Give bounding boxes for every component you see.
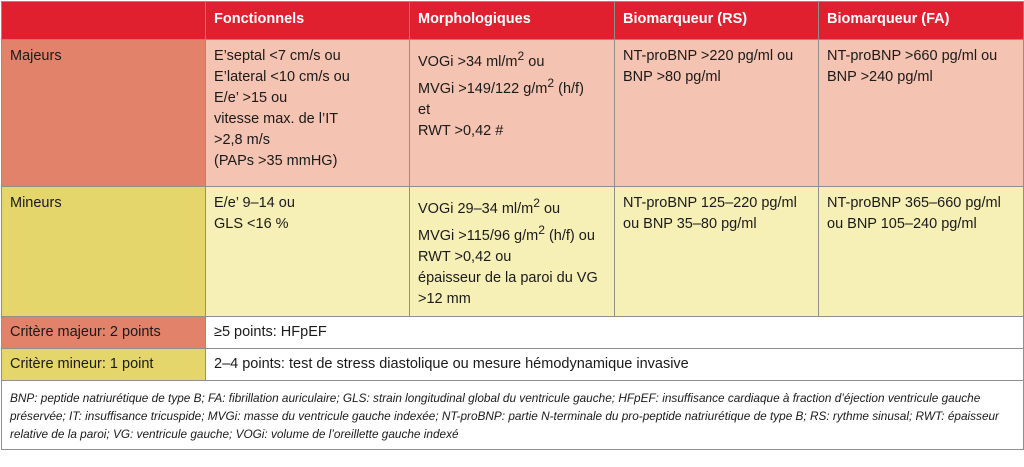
text-line: NT-proBNP >660 pg/ml ou bbox=[827, 48, 998, 64]
text-part: VOGi >34 ml/m bbox=[418, 53, 518, 70]
text-line: BNP >80 pg/ml bbox=[623, 69, 721, 85]
text-line: et bbox=[418, 101, 431, 118]
text-line: NT-proBNP 365–660 pg/ml bbox=[827, 195, 1001, 211]
cell-majeurs-fonctionnels bbox=[206, 40, 410, 187]
superscript: 2 bbox=[533, 196, 540, 210]
text-line: E’septal <7 cm/s ou bbox=[214, 48, 341, 64]
text-line: épaisseur de la paroi du VG bbox=[418, 269, 598, 286]
critere-mineur-label: Critère mineur: 1 point bbox=[2, 348, 206, 380]
row-mineurs bbox=[2, 187, 1024, 317]
text-line: >12 mm bbox=[418, 290, 471, 307]
cell-mineurs-biomarqueur-fa bbox=[819, 187, 1024, 317]
cell-mineurs-morphologiques bbox=[410, 187, 615, 317]
text-line bbox=[418, 46, 606, 73]
hfpef-criteria-table bbox=[1, 1, 1024, 450]
text-line: NT-proBNP >220 pg/ml ou bbox=[623, 48, 794, 64]
text-line: (PAPs >35 mmHG) bbox=[214, 153, 338, 169]
critere-mineur-value: 2–4 points: test de stress diastolique ou mesure hémodynamique invasive bbox=[206, 348, 1024, 380]
cell-majeurs-biomarqueur-fa bbox=[819, 40, 1024, 187]
row-majeurs bbox=[2, 40, 1024, 187]
superscript: 2 bbox=[517, 49, 525, 63]
header-fonctionnels: Fonctionnels bbox=[206, 2, 410, 40]
text-line bbox=[418, 193, 606, 220]
row-label-mineurs: Mineurs bbox=[2, 187, 206, 317]
text-line: RWT >0,42 # bbox=[418, 122, 504, 139]
text-part: (h/f) ou bbox=[544, 227, 595, 244]
text-line: ou BNP 35–80 pg/ml bbox=[623, 216, 757, 232]
cell-mineurs-biomarqueur-rs bbox=[615, 187, 819, 317]
text-part: (h/f) bbox=[554, 80, 584, 97]
text-line: E/e’ >15 ou bbox=[214, 90, 288, 106]
text-part: ou bbox=[539, 200, 561, 217]
superscript: 2 bbox=[538, 222, 545, 237]
header-row bbox=[2, 2, 1024, 40]
text-line: NT-proBNP 125–220 pg/ml bbox=[623, 195, 797, 211]
critere-majeur-label: Critère majeur: 2 points bbox=[2, 316, 206, 348]
header-corner bbox=[2, 2, 206, 40]
text-part: MVGi >115/96 g/m bbox=[418, 227, 539, 244]
header-biomarqueur-rs: Biomarqueur (RS) bbox=[615, 2, 819, 40]
text-line bbox=[418, 73, 606, 100]
text-line: >2,8 m/s bbox=[214, 132, 271, 148]
cell-majeurs-morphologiques bbox=[410, 40, 615, 187]
text-part: VOGi 29–34 ml/m bbox=[418, 200, 534, 217]
footnote: BNP: peptide natriurétique de type B; FA: fibrillation auriculaire; GLS: strain longitudinal global du ventricule gauche; HFpEF: insuffisance cardiaque à fraction d’éjection ventricule gauche préservée; IT: insuffisance tricuspide; MVGi: masse du ventricule gauche indexée; NT-proBNP: partie N-terminale du pro-peptide natriurétique de type B; RS: rythme sinusal; RWT: épaisseur relative de la paroi; VG: ventricule gauche; VOGi: volume de l’oreillette gauche indexé bbox=[2, 380, 1024, 449]
text-line: GLS <16 % bbox=[214, 216, 289, 232]
text-line: vitesse max. de l’IT bbox=[214, 111, 339, 127]
text-line: E’lateral <10 cm/s ou bbox=[214, 69, 350, 85]
cell-majeurs-biomarqueur-rs bbox=[615, 40, 819, 187]
text-part: ou bbox=[524, 53, 545, 70]
row-label-majeurs: Majeurs bbox=[2, 40, 206, 187]
text-part: MVGi >149/122 g/m bbox=[418, 80, 548, 97]
row-critere-mineur bbox=[2, 348, 1024, 380]
critere-majeur-value: ≥5 points: HFpEF bbox=[206, 316, 1024, 348]
text-line: RWT >0,42 ou bbox=[418, 248, 512, 265]
header-biomarqueur-fa: Biomarqueur (FA) bbox=[819, 2, 1024, 40]
header-morphologiques: Morphologiques bbox=[410, 2, 615, 40]
text-line: ou BNP 105–240 pg/ml bbox=[827, 216, 977, 232]
row-footnote bbox=[2, 380, 1024, 449]
cell-mineurs-fonctionnels bbox=[206, 187, 410, 317]
text-line bbox=[418, 220, 606, 247]
superscript: 2 bbox=[547, 75, 555, 90]
text-line: E/e’ 9–14 ou bbox=[214, 195, 295, 211]
row-critere-majeur bbox=[2, 316, 1024, 348]
text-line: BNP >240 pg/ml bbox=[827, 69, 933, 85]
